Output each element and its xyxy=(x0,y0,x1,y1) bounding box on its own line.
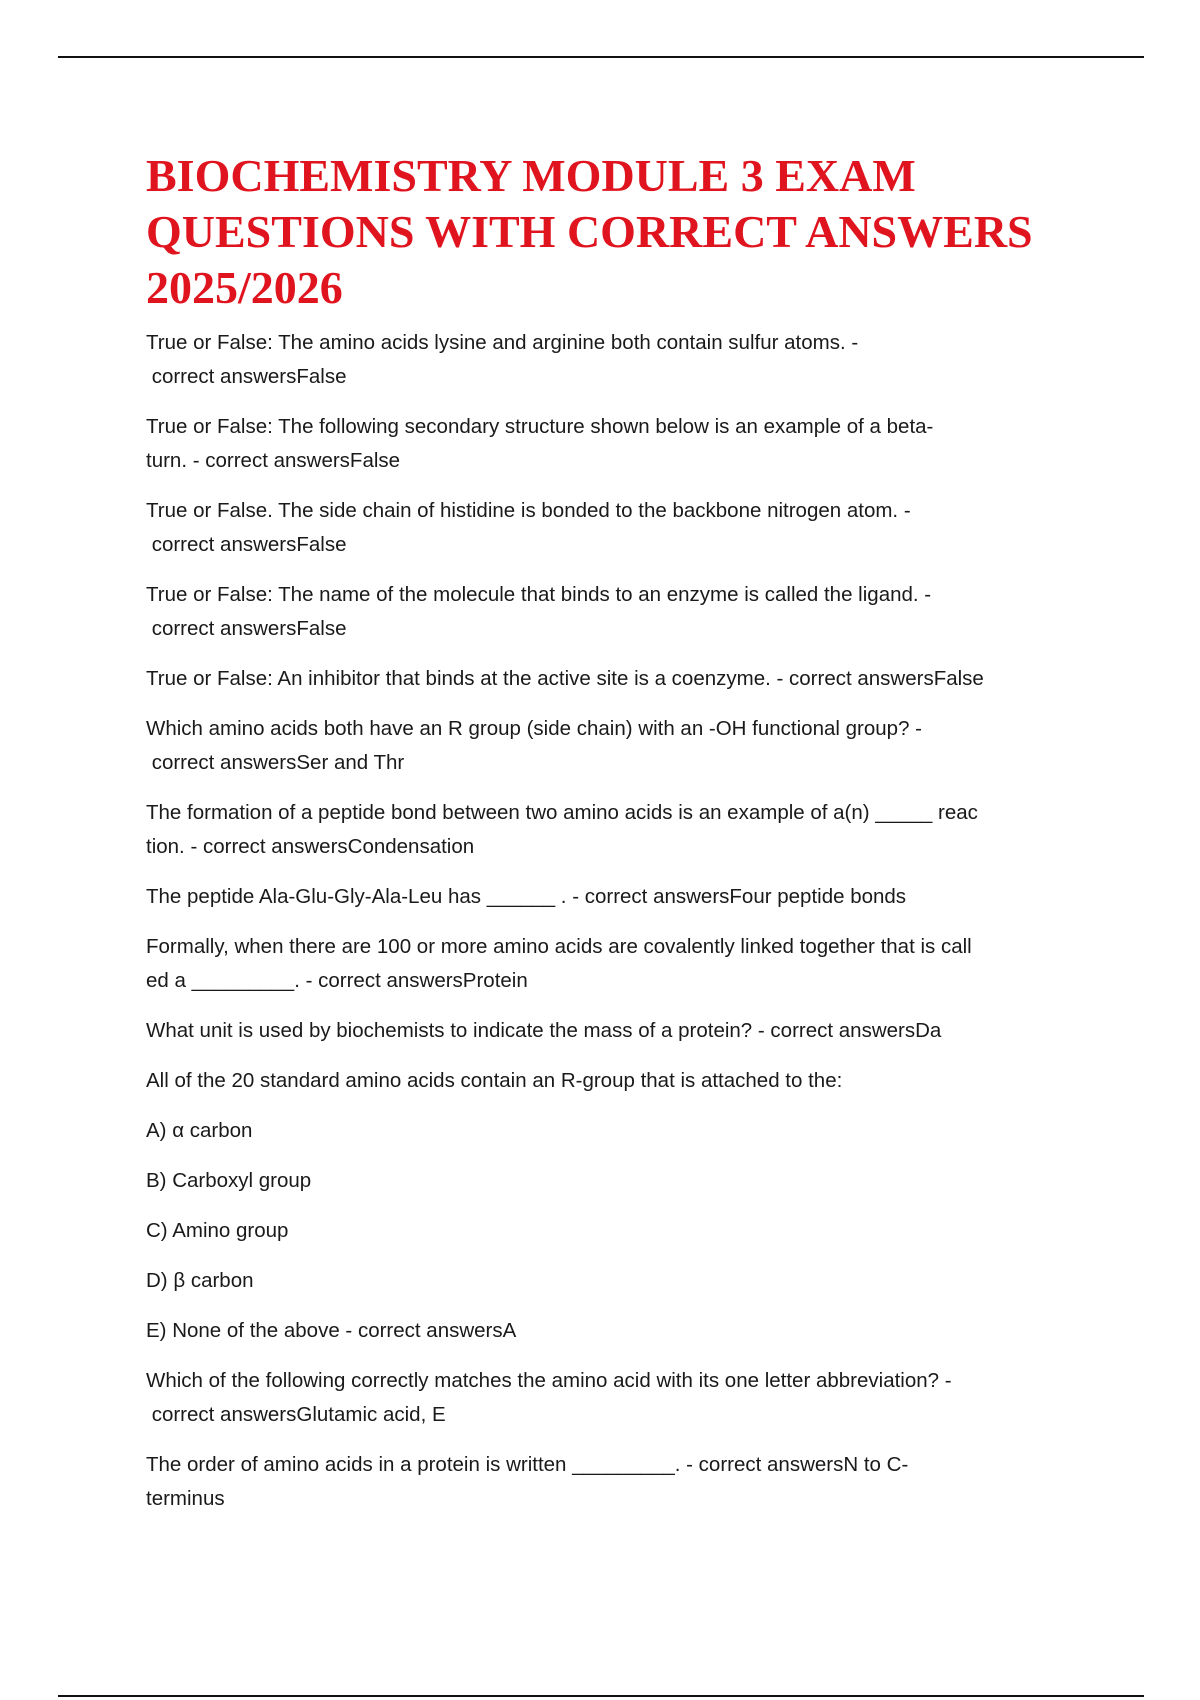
question-1: True or False: The amino acids lysine and arginine both contain sulfur atoms. - correct answersFalse xyxy=(146,331,859,388)
question-13: The order of amino acids in a protein is written _________. - correct answersN to C- terminus xyxy=(146,1453,909,1510)
option-a: A) α carbon xyxy=(146,1119,253,1142)
question-10: What unit is used by biochemists to indicate the mass of a protein? - correct answersDa xyxy=(146,1019,942,1042)
option-e: E) None of the above - correct answersA xyxy=(146,1319,517,1342)
option-c: C) Amino group xyxy=(146,1219,289,1242)
question-12: Which of the following correctly matches the amino acid with its one letter abbreviation? - correct answersGlutamic acid, E xyxy=(146,1369,952,1426)
question-6: Which amino acids both have an R group (side chain) with an -OH functional group? - correct answersSer and Thr xyxy=(146,717,922,774)
bottom-rule xyxy=(58,1695,1144,1697)
option-b: B) Carboxyl group xyxy=(146,1169,312,1192)
top-rule xyxy=(58,56,1144,58)
question-7: The formation of a peptide bond between two amino acids is an example of a(n) _____ reac tion. - correct answersCondensation xyxy=(146,801,978,858)
document-title: BIOCHEMISTRY MODULE 3 EXAM QUESTIONS WITH CORRECT ANSWERS 2025/2026 xyxy=(146,150,1033,313)
question-3: True or False. The side chain of histidine is bonded to the backbone nitrogen atom. - correct answersFalse xyxy=(146,499,911,556)
question-11: All of the 20 standard amino acids contain an R-group that is attached to the: xyxy=(146,1069,843,1092)
question-5: True or False: An inhibitor that binds at the active site is a coenzyme. - correct answersFalse xyxy=(146,667,984,690)
question-2: True or False: The following secondary structure shown below is an example of a beta- turn. - correct answersFalse xyxy=(146,415,934,472)
document-body xyxy=(146,148,1066,1532)
question-8: The peptide Ala-Glu-Gly-Ala-Leu has ______ . - correct answersFour peptide bonds xyxy=(146,885,907,908)
question-9: Formally, when there are 100 or more amino acids are covalently linked together that is call ed a _________. - correct answersProtein xyxy=(146,935,972,992)
question-4: True or False: The name of the molecule that binds to an enzyme is called the ligand. - correct answersFalse xyxy=(146,583,932,640)
option-d: D) β carbon xyxy=(146,1269,254,1292)
